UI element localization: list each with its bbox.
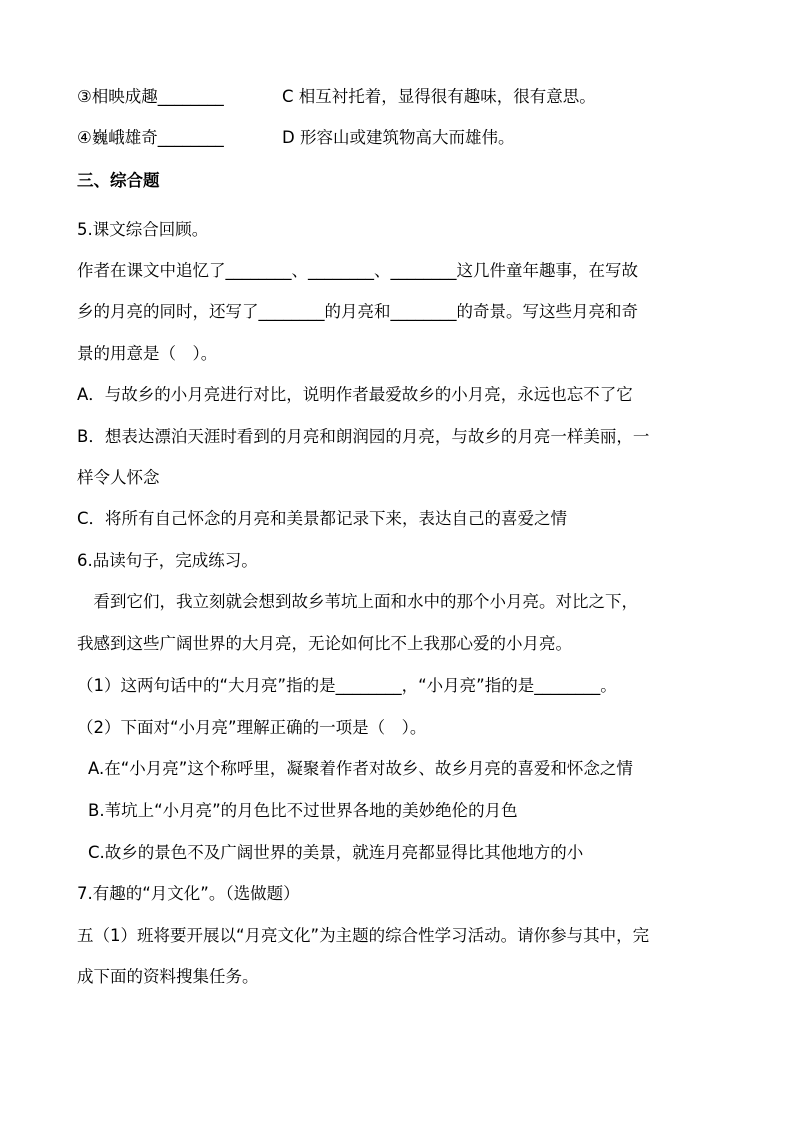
q7-title: 7.有趣的“月文化”。（选做题） [77, 884, 300, 903]
q7-desc-line: 五（1）班将要开展以“月亮文化”为主题的综合性学习活动。请你参与其中，完 [77, 926, 650, 945]
q6-option-b: B.苇坑上“小月亮”的月色比不过世界各地的美妙绝伦的月色 [88, 801, 518, 820]
q6-passage-line: 看到它们，我立刻就会想到故乡苇坑上面和水中的那个小月亮。对比之下， [77, 592, 638, 611]
q5-stem-line: 作者在课文中追忆了________、________、________这几件童年趣事，在写故 [77, 261, 638, 280]
section-title: 三、综合题 [77, 171, 160, 190]
q6-sub2: （2）下面对“小月亮”理解正确的一项是（ ）。 [77, 718, 427, 737]
matching-term: ④巍峨雄奇________ [77, 128, 224, 147]
matching-term: ③相映成趣________ [77, 87, 224, 106]
q5-title: 5.课文综合回顾。 [77, 220, 209, 239]
q6-sub1: （1）这两句话中的“大月亮”指的是________，“小月亮”指的是________。 [77, 676, 617, 695]
q5-option-b: B．想表达漂泊天涯时看到的月亮和朗润园的月亮，与故乡的月亮一样美丽，一 [77, 427, 650, 446]
q5-option-c: C．将所有自己怀念的月亮和美景都记录下来，表达自己的喜爱之情 [77, 509, 568, 528]
matching-definition: C 相互衬托着，显得很有趣味，很有意思。 [282, 87, 596, 106]
q5-stem-line: 乡的月亮的同时，还写了________的月亮和________的奇景。写这些月亮和奇 [77, 302, 638, 321]
q7-desc-line: 成下面的资料搜集任务。 [77, 967, 259, 986]
q6-title: 6.品读句子，完成练习。 [77, 551, 258, 570]
matching-definition: D 形容山或建筑物高大而雄伟。 [282, 128, 515, 147]
q5-stem-line: 景的用意是（ ）。 [77, 344, 218, 363]
q6-option-a: A.在“小月亮”这个称呼里，凝聚着作者对故乡、故乡月亮的喜爱和怀念之情 [88, 759, 633, 778]
q6-option-c: C.故乡的景色不及广阔世界的美景，就连月亮都显得比其他地方的小 [88, 843, 584, 862]
matching-row-4 [77, 127, 714, 149]
q6-passage-line: 我感到这些广阔世界的大月亮，无论如何比不上我那心爱的小月亮。 [77, 634, 572, 653]
q5-option-a: A．与故乡的小月亮进行对比，说明作者最爱故乡的小月亮，永远也忘不了它 [77, 385, 633, 404]
q5-option-b-cont: 样令人怀念 [77, 468, 160, 487]
matching-row-3 [77, 86, 714, 108]
